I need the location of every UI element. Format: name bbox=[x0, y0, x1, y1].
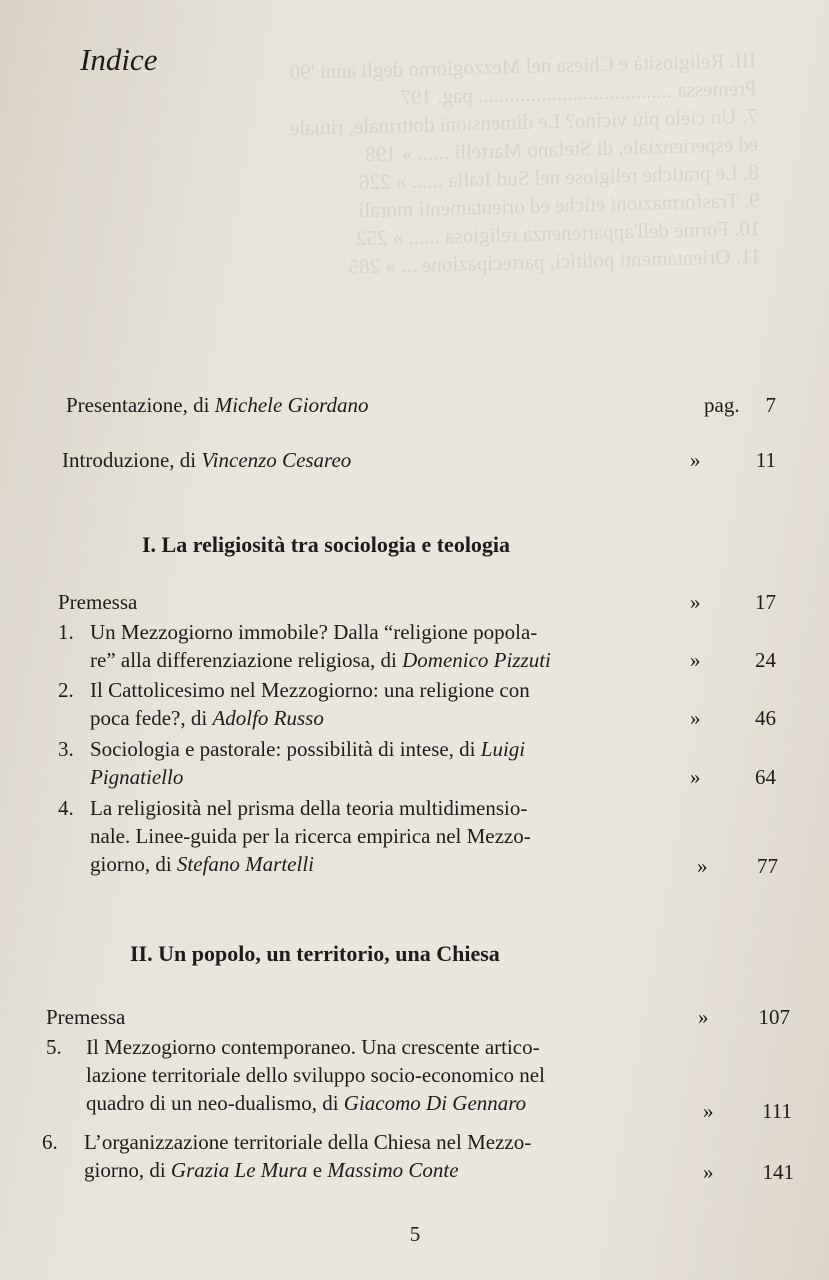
bleed-through-text: III. Religiosità e Chiesa nel Mezzogiorno degli anni '90 Premessa ..................................... pag. 197 7. Un cielo più vicino? Le dimensioni dottrinale, rituale ed esperienziale, di Stefano Martelli ...... » 198 8. Le pratiche religiose nel Sud Italia ...... » 226 9. Trasformazioni etiche ed orientamenti morali 10. Forme dell'appartenenza religiosa ...... » 252 11. Orientamenti politici, partecipazione ... » 285 bbox=[289, 47, 762, 279]
page-number: 141 bbox=[762, 1160, 794, 1184]
entry-number: 4. bbox=[58, 796, 74, 820]
entry-5[interactable]: Il Mezzogiorno contemporaneo. Una crescente artico- lazione territoriale dello sviluppo socio-economico nel quadro di un neo-dualismo, di Giacomo Di Gennaro bbox=[86, 1035, 545, 1115]
page-number: 17 bbox=[755, 590, 776, 614]
page-marker: » bbox=[703, 1099, 714, 1123]
folio-number: 5 bbox=[409, 1222, 421, 1246]
section-heading-1: I. La religiosità tra sociologia e teologia bbox=[142, 532, 511, 557]
entry-premessa-2[interactable]: Premessa bbox=[46, 1005, 126, 1029]
entry-number: 5. bbox=[46, 1035, 62, 1059]
page-number: 46 bbox=[755, 706, 776, 730]
entry-introduzione[interactable]: Introduzione, di Vincenzo Cesareo bbox=[62, 448, 352, 472]
entry-6[interactable]: L’organizzazione territoriale della Chiesa nel Mezzo- giorno, di Grazia Le Mura e Massimo Conte bbox=[84, 1130, 532, 1182]
entry-number: 1. bbox=[58, 620, 74, 644]
page-number: 64 bbox=[755, 765, 776, 789]
entry-3[interactable]: Sociologia e pastorale: possibilità di intese, di Luigi Pignatiello bbox=[90, 737, 526, 789]
page-marker: » bbox=[690, 590, 701, 614]
page-marker: » bbox=[690, 765, 701, 789]
page-marker: » bbox=[698, 1005, 709, 1029]
page-label: pag. bbox=[704, 393, 740, 417]
page-number: 7 bbox=[765, 393, 776, 417]
page-marker: » bbox=[697, 854, 708, 878]
section-heading-2: II. Un popolo, un territorio, una Chiesa bbox=[130, 941, 500, 966]
index-title: Indice bbox=[80, 42, 158, 77]
entry-number: 3. bbox=[58, 737, 74, 761]
page-number: 24 bbox=[755, 648, 776, 672]
entry-1[interactable]: Un Mezzogiorno immobile? Dalla “religione popola- re” alla differenziazione religiosa, di Domenico Pizzuti bbox=[90, 620, 551, 672]
entry-premessa-1[interactable]: Premessa bbox=[58, 590, 138, 614]
page-marker: » bbox=[690, 706, 701, 730]
entry-presentazione[interactable]: Presentazione, di Michele Giordano bbox=[66, 393, 369, 417]
page-number: 111 bbox=[762, 1099, 792, 1123]
page-number: 77 bbox=[757, 854, 778, 878]
page-number: 107 bbox=[758, 1005, 790, 1029]
page-number: 11 bbox=[755, 448, 776, 472]
entry-4[interactable]: La religiosità nel prisma della teoria multidimensio- nale. Linee-guida per la ricerca empirica nel Mezzo- giorno, di Stefano Martelli bbox=[90, 796, 531, 876]
page-marker: » bbox=[690, 448, 701, 472]
entry-number: 6. bbox=[42, 1130, 58, 1154]
page-marker: » bbox=[690, 648, 701, 672]
entry-number: 2. bbox=[58, 678, 74, 702]
entry-2[interactable]: Il Cattolicesimo nel Mezzogiorno: una religione con poca fede?, di Adolfo Russo bbox=[90, 678, 530, 730]
page-marker: » bbox=[703, 1160, 714, 1184]
